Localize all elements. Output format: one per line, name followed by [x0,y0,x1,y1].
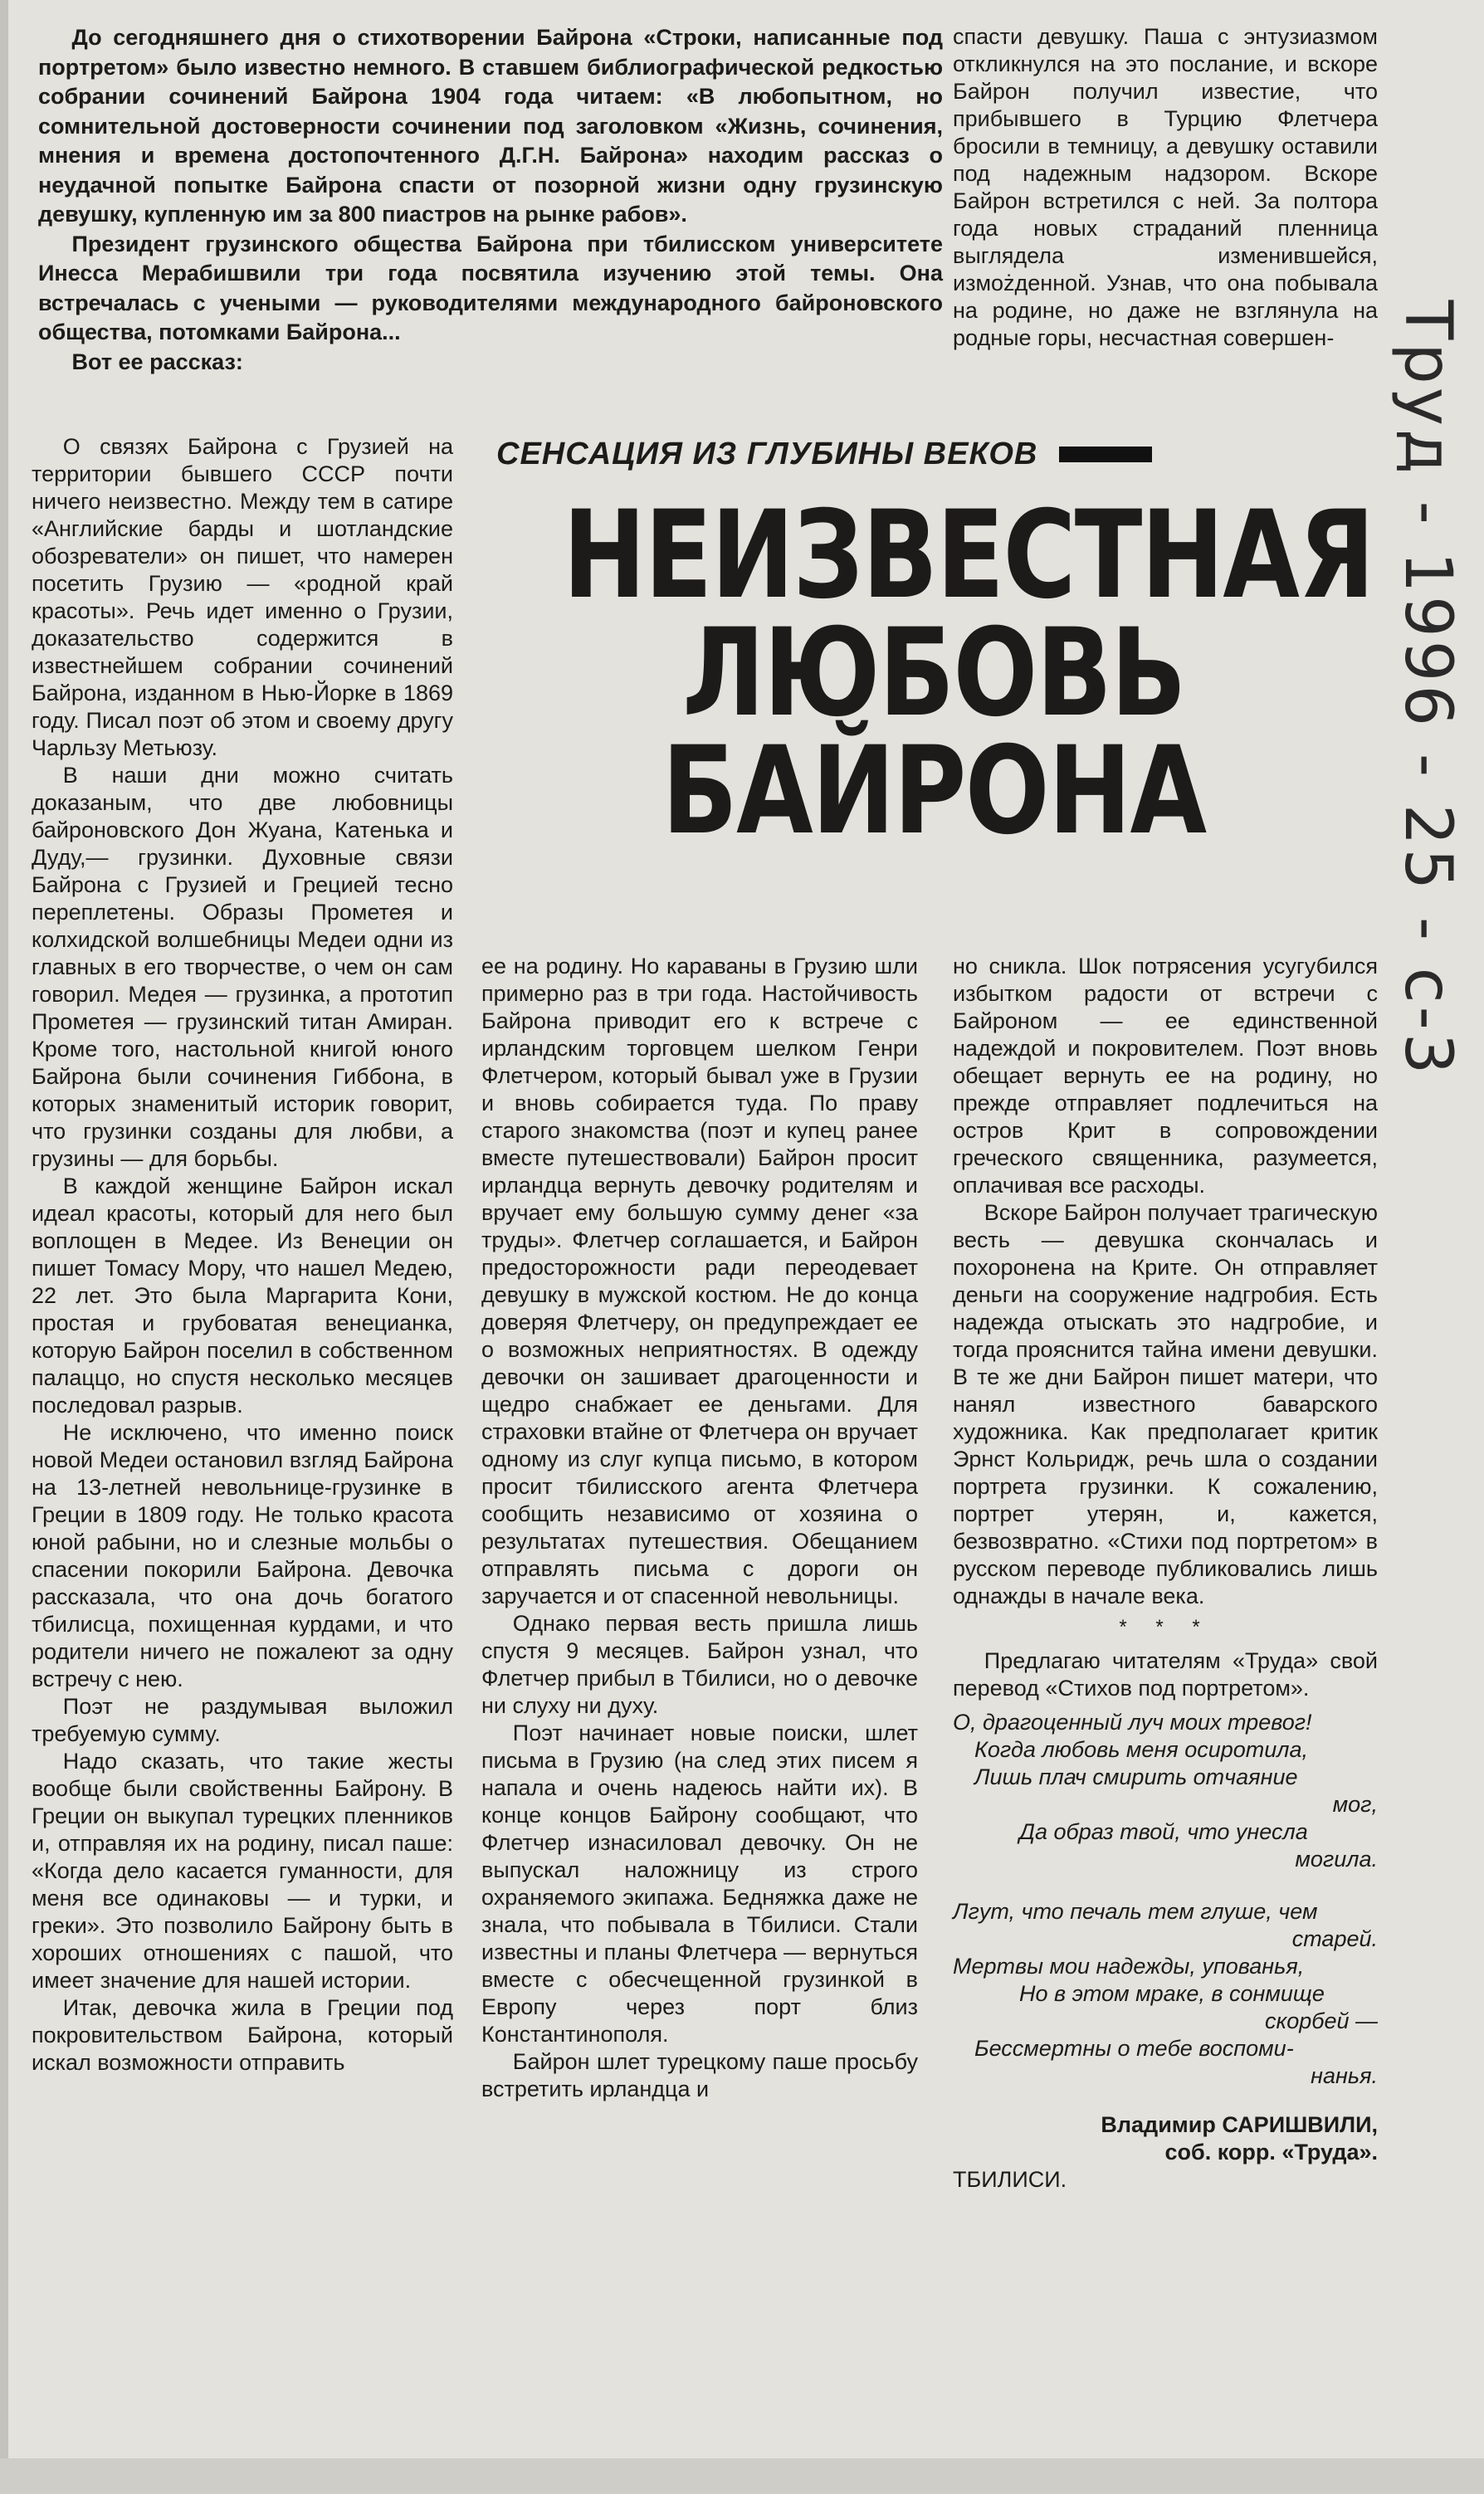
handwritten-note-text: Труд - 1996 - 25 - с-3 [1390,300,1465,1078]
dateline-city: ТБИЛИСИ. [953,2167,1067,2192]
paragraph: Итак, девочка жила в Греции под покровительством Байрона, который искал возможности отправить [32,1995,453,2075]
paragraph: О связях Байрона с Грузией на территории бывшего СССР почти ничего неизвестно. Между тем в сатире «Английские барды и шотландские обозреватели» он пишет, что намерен посетить Грузию — «родной край красоты». Речь идет именно о Грузии, доказательство содержится в известнейшем собрании сочинений Байрона, изданном в Нью-Йорке в 1869 году. Писал поэт об этом и своему другу Чарльзу Метьюзу. [32,434,453,760]
intro-paragraph: До сегодняшнего дня о стихотворении Байрона «Строки, написанные под портретом» было известно немного. В ставшем библиографической редкостью собрании сочинений Байрона 1904 года читаем: «В любопытном, но сомнительной достоверности сочинении под заголовком «Жизнь, сочинения, мнения и времена достопочтенного Д.Г.Н. Байрона» находим рассказ о неудачной попытке Байрона спасти от позорной жизни одну грузинскую девушку, купленную им за 800 пиастров на рынке рабов». [38,25,943,227]
intro-paragraph: Вот ее рассказ: [71,349,243,374]
paragraph: Надо сказать, что такие жесты вообще были свойственны Байрону. В Греции он выкупал турецких пленников и, отправляя их на родину, писал паше: «Когда дело касается гуманности, для меня все одинаковы — и турки, и греки». Это позволило Байрону быть в хороших отношениях с пашой, что имеет значение для нашей истории. [32,1749,453,1993]
headline-line: ЛЮБОВЬ [682,603,1185,744]
paragraph: Однако первая весть пришла лишь спустя 9 месяцев. Байрон узнал, что Флетчер прибыл в Тбилиси, но о девочке ни слуху ни духу. [481,1611,918,1718]
paragraph: В каждой женщине Байрон искал идеал красоты, который для него был воплощен в Медее. Из Венеции он пишет Томасу Мору, что нашел Медею, 22 лет. Это была Маргарита Кони, простая и грубоватая венецианка, которую Байрон поселил в собственном палаццо, но спустя несколько месяцев последовал разрыв. [32,1174,453,1418]
poem-line: Да образ твой, что унесла [1019,1819,1308,1844]
paragraph: Поэт начинает новые поиски, шлет письма в Грузию (на след этих писем я напала и очень надеюсь найти их). В конце концов Байрону сообщают, что Флетчер изнасиловал девочку. Он не выпускал наложницу из строго охраняемого экипажа. Бедняжка даже не знала, что побывала в Тбилиси. Стали известны и планы Флетчера — вернуться вместе с обесчещенной грузинкой в Европу через порт близ Константинополя. [481,1720,918,2047]
article-column-3-top [953,23,1378,352]
paragraph: ее на родину. Но караваны в Грузию шли примерно раз в три года. Настойчивость Байрона приводит его к встрече с ирландским торговцем шелком Генри Флетчером, который бывал уже в Грузии и вновь собирается туда. По праву старого знакомства (поэт и купец ранее вместе путешествовали) Байрон просит ирландца вернуть девочку родителям и вручает ему большую сумму денег «за труды». Флетчер соглашается, и Байрон предосторожности ради переодевает девушку в мужской костюм. Не до конца доверяя Флетчеру, он предупреждает ее о возможных неприятностях. В одежду девочки он зашивает драгоценности и щедро снабжает ее деньгами. Для страховки втайне от Флетчера он вручает одному из слуг купца письмо, в котором просит тбилисского агента Флетчера сообщить независимо от хозяина о результатах путешествия. Обещанием отправлять письма с дороги он заручается и от спасенной невольницы. [481,954,918,1608]
poem-line: старей. [1291,1926,1378,1951]
scan-edge-bottom [0,2458,1484,2494]
article-column-2 [481,953,918,2103]
article-column-1 [32,433,453,2077]
intro-paragraph: Президент грузинского общества Байрона при тбилисском университете Инесса Мерабишвили три года посвятила изучению этой темы. Она встречалась с учеными — руководителями международного байроновского общества, потомками Байрона... [38,231,943,344]
intro-lead [38,23,943,377]
poem-line: Но в этом мраке, в сонмище [1019,1981,1325,2006]
poem-line: О, драгоценный луч моих тревог! [953,1710,1312,1735]
author-name: Владимир САРИШВИЛИ, [1101,2112,1378,2137]
poem-line: Лишь плач смирить отчаяние [974,1764,1298,1789]
poem-introduction: Предлагаю читателям «Труда» свой перевод «Стихов под портретом». [953,1648,1378,1701]
handwritten-note [1378,50,1477,1328]
poem-line: Мертвы мои надежды, упованья, [953,1954,1305,1979]
poem [953,1709,1378,2090]
kicker-rule [1059,447,1152,462]
headline-line: БАЙРОНА [661,720,1206,861]
paragraph: Вскоре Байрон получает трагическую весть — девушка скончалась и похоронена на Крите. Он отправляет деньги на сооружение надгробия. Есть надежда отыскать это надгробие, и тогда прояснится тайна имени девушки. В те же дни Байрон пишет матери, что нанял известного баварского художника. Как предполагает критик Эрнст Кольридж, речь шла о создании портрета грузинки. К сожалению, портрет утерян, и, кажется, безвозвратно. «Стихи под портретом» в русском переводе публиковались лишь однажды в начале века. [953,1200,1378,1608]
article-column-3-bottom [953,953,1378,2194]
article-headline [563,485,1374,861]
paragraph: Байрон шлет турецкому паше просьбу встретить ирландца и [481,2049,918,2101]
poem-line: Лгут, что печаль тем глуше, чем [953,1899,1318,1924]
paragraph: спасти девушку. Паша с энтузиазмом откликнулся на это послание, и вскоре Байрон получил известие, что прибывшего в Турцию Флетчера бросили в темницу, а девушку оставили под надежным надзором. Вскоре Байрон встретился с ней. За полтора года новых страданий пленница выглядела изменившейся, измożденной. Узнав, что она побывала на родине, но даже не взглянула на родные горы, несчастная совершен- [953,24,1378,350]
paragraph: В наши дни можно считать доказаным, что две любовницы байроновского Дон Жуана, Катенька и Дуду,— грузинки. Духовные связи Байрона с Грузией и Грецией тесно переплетены. Образы Прометея и колхидской волшебницы Медеи одни из главных в его творчестве, о чем он сам говорил. Медея — грузинка, а прототип Прометея — грузинский титан Амиран. Кроме того, настольной книгой юного Байрона были сочинения Гиббона, в которых знаменитый историк говорит, что грузинки созданы для любви, а грузины — для борьбы. [32,763,453,1171]
section-divider-stars: * * * [1119,1616,1212,1638]
poem-line: Бессмертны о тебе воспоми- [974,2036,1294,2061]
scan-edge-left [0,0,8,2494]
kicker-text: СЕНСАЦИЯ ИЗ ГЛУБИНЫ ВЕКОВ [496,436,1038,471]
poem-line: скорбей — [1264,2008,1378,2033]
poem-line: Когда любовь меня осиротила, [974,1737,1309,1762]
paragraph: Поэт не раздумывая выложил требуемую сумму. [32,1694,453,1746]
poem-line: нанья. [1311,2063,1378,2088]
poem-line: могила. [1295,1847,1378,1872]
poem-line: мог, [1332,1792,1378,1817]
paragraph: но сникла. Шок потрясения усугубился избытком радости от встречи с Байроном — ее единственной надеждой и покровителем. Поэт вновь обещает вернуть ее на родину, но прежде отправляет подлечиться на остров Крит в сопровождении греческого священника, разумеется, оплачивая все расходы. [953,954,1378,1198]
author-role: соб. корр. «Труда». [1164,2140,1378,2165]
headline-line: НЕИЗВЕСТНАЯ [563,485,1374,626]
author-signature [953,2111,1378,2194]
section-kicker [496,433,1152,475]
paragraph: Не исключено, что именно поиск новой Медеи остановил взгляд Байрона на 13-летней невольнице-грузинке в Греции в 1809 году. Не только красота юной рабыни, но и слезные мольбы о спасении покорили Байрона. Девочка рассказала, что она дочь богатого тбилисца, похищенная курдами, и что родители ничего не пожалеют за одну встречу с нею. [32,1420,453,1691]
